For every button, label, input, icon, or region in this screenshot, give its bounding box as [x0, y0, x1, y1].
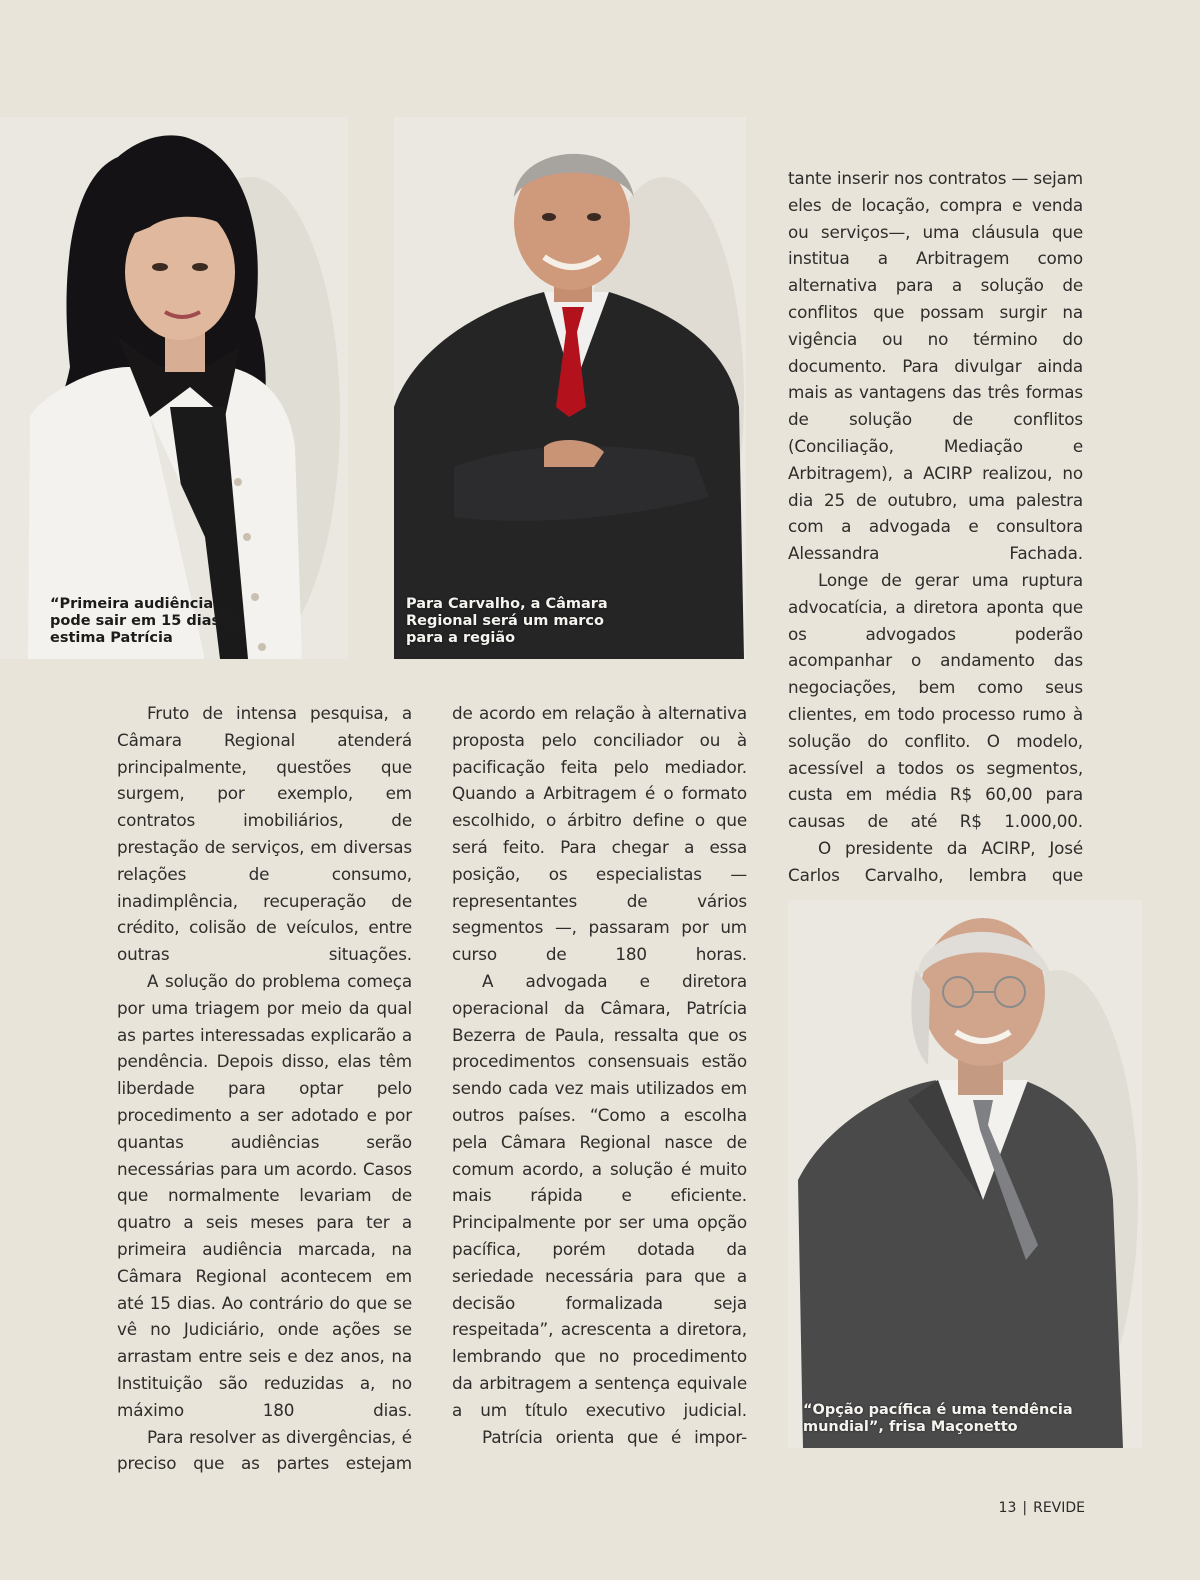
footer-separator: | [1022, 1500, 1028, 1516]
page-number: 13 [998, 1500, 1017, 1516]
caption-patricia [50, 596, 235, 647]
photo-maconetto [788, 900, 1142, 1448]
caption-line: “Opção pacífica é uma tendência [803, 1402, 1073, 1418]
paragraph: Patrícia orienta que é impor- [482, 1426, 747, 1447]
page-footer [999, 1500, 1085, 1516]
caption-line: pode sair em 15 dias”, [50, 613, 236, 629]
caption-line: Para Carvalho, a Câmara [406, 596, 608, 612]
caption-line: Regional será um marco [406, 613, 604, 629]
paragraph: Fruto de intensa pesquisa, a Câmara Regional atenderá principalmente, questões que surgem, por exemplo, em contratos imobiliários, de prestação de serviços, em diversas relações de consumo, inadimplência, recuperação de crédito, colisão de veículos, entre outras situações. [117, 703, 412, 965]
portrait-man-grey-suit [788, 900, 1142, 1448]
article-column-1 [117, 700, 412, 1477]
paragraph: Longe de gerar uma ruptura advocatícia, a diretora aponta que os advogados poderão acompanhar o andamento das negociações, bem como seus clientes, em todo processo rumo à solução do conflito. O modelo, acessível a todos os segmentos, custa em média R$ 60,00 para causas de até R$ 1.000,00. [788, 569, 1083, 832]
caption-line: estima Patrícia [50, 630, 173, 646]
paragraph: A advogada e diretora operacional da Câmara, Patrícia Bezerra de Paula, ressalta que os procedimentos consensuais estão sendo cada vez mais utilizados em outros países. “Como a escolha pela Câmara Regional nasce de comum acordo, a solução é muito mais rápida e eficiente. Principalmente por ser uma opção pacífica, porém dotada da seriedade necessária para que a decisão formalizada seja respeitada”, acrescenta a diretora, lembrando que no procedimento da arbitragem a sentença equivale a um título executivo judicial. [452, 970, 747, 1420]
article-column-3 [788, 165, 1083, 889]
portrait-man-red-tie [394, 117, 746, 659]
paragraph: O presidente da ACIRP, José Carlos Carvalho, lembra que [788, 837, 1083, 885]
caption-carvalho [406, 596, 608, 647]
paragraph: A solução do problema começa por uma triagem por meio da qual as partes interessadas explicarão a pendência. Depois disso, elas têm liberdade para optar pelo procedimento a ser adotado e por quantas audiências serão necessárias para um acordo. Casos que normalmente levariam de quatro a seis meses para ter a primeira audiência marcada, na Câmara Regional acontecem em até 15 dias. Ao contrário do que se vê no Judiciário, onde ações se arrastam entre seis e dez anos, na Instituição são reduzidas a, no máximo 180 dias. [117, 970, 412, 1420]
article-column-2 [452, 700, 747, 1450]
paragraph: de acordo em relação à alternativa proposta pelo conciliador ou à pacificação feita pelo mediador. Quando a Arbitragem é o formato escolhido, o árbitro define o que será feito. Para chegar a essa posição, os especialistas — representantes de vários segmentos —, passaram por um curso de 180 horas. [452, 703, 747, 965]
magazine-name: REVIDE [1033, 1500, 1085, 1516]
paragraph: tante inserir nos contratos — sejam eles de locação, compra e venda ou serviços—, uma cláusula que institua a Arbitragem como alternativa para a solução de conflitos que possam surgir na vigência ou no término do documento. Para divulgar ainda mais as vantagens das três formas de solução de conflitos (Conciliação, Mediação e Arbitragem), a ACIRP realizou, no dia 25 de outubro, uma palestra com a advogada e consultora Alessandra Fachada. [788, 168, 1083, 564]
caption-line: “Primeira audiência [50, 596, 214, 612]
caption-line: para a região [406, 630, 516, 646]
caption-line: mundial”, frisa Maçonetto [803, 1419, 1018, 1435]
photo-carvalho [394, 117, 746, 659]
paragraph: Para resolver as divergências, é preciso que as partes estejam [117, 1426, 412, 1474]
photo-patricia [0, 117, 348, 659]
portrait-woman-white-jacket [0, 117, 348, 659]
caption-maconetto [803, 1402, 1073, 1436]
